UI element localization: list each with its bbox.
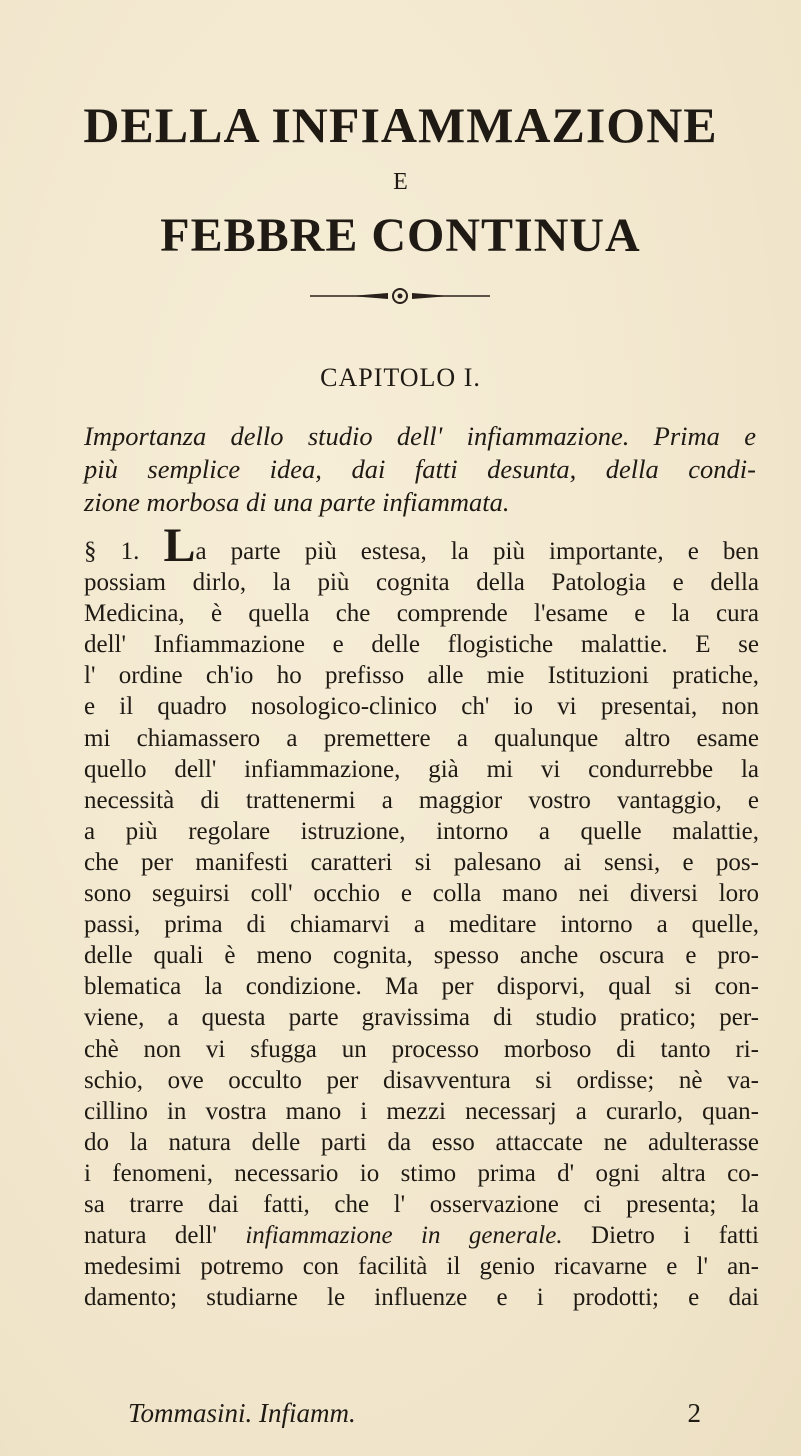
chapter-summary: [84, 420, 756, 519]
signature-mark: 2: [687, 1398, 701, 1428]
text-line: l' ordine ch'io ho prefisso alle mie Istituzioni pratiche,: [84, 662, 759, 690]
summary-line: Importanza dello studio dell' infiammazione. Prima e: [84, 421, 756, 451]
text-line: viene, a questa parte gravissima di studio pratico; per-: [84, 1004, 759, 1032]
text-line: sono seguirsi coll' occhio e colla mano nei diversi loro: [84, 880, 759, 908]
text-line: schio, ove occulto per disavventura si ordisse; nè va-: [84, 1066, 759, 1094]
text-line: delle quali è meno cognita, spesso anche oscura e pro-: [84, 942, 759, 970]
summary-line: zione morbosa di una parte infiammata.: [84, 487, 510, 517]
text-line: possiam dirlo, la più cognita della Patologia e della: [84, 569, 759, 597]
summary-line: più semplice idea, dai fatti desunta, della condi-: [84, 454, 756, 484]
text-line: dell' Infiammazione e delle flogistiche malattie. E se: [84, 631, 759, 659]
text-line: damento; studiarne le influenze e i prodotti; e dai: [84, 1284, 759, 1312]
paragraph-1: [84, 519, 760, 1313]
text-line: passi, prima di chiamarvi a meditare intorno a quelle,: [84, 911, 759, 939]
text-line: chè non vi sfugga un processo morboso di tanto ri-: [84, 1035, 759, 1063]
italic-line-after: Dietro i fatti: [562, 1222, 759, 1250]
text-line: necessità di trattenermi a maggior vostro vantaggio, e: [84, 786, 759, 814]
text-line: medesimi potremo con facilità il genio ricavarne e l' an-: [84, 1253, 759, 1281]
text-line: sa trarre dai fatti, che l' osservazione ci presenta; la: [84, 1190, 759, 1218]
text-line: e il quadro nosologico-clinico ch' io vi presentai, non: [84, 693, 759, 721]
first-line-text: a parte più estesa, la più importante, e ben: [195, 538, 760, 565]
text-line: blematica la condizione. Ma per disporvi, qual si con-: [84, 973, 759, 1001]
section-mark: § 1.: [84, 538, 140, 565]
italic-line-before: natura dell': [84, 1222, 246, 1250]
text-line: a più regolare istruzione, intorno a quelle malattie,: [84, 817, 759, 845]
text-line: quello dell' infiammazione, già mi vi condurrebbe la: [84, 755, 759, 783]
page-footer: [128, 1400, 701, 1427]
running-title: Tommasini. Infiamm.: [128, 1398, 356, 1428]
chapter-heading: CAPITOLO I.: [320, 363, 481, 392]
floral-rule-icon: [310, 286, 490, 306]
text-line: cillino in vostra mano i mezzi necessarj a curarlo, quan-: [84, 1097, 759, 1125]
paragraph-first-line: [84, 519, 760, 572]
title-conjunction: E: [393, 169, 408, 195]
title-main: DELLA INFIAMMAZIONE: [83, 97, 718, 153]
text-line: che per manifesti caratteri si palesano ai sensi, e pos-: [84, 848, 759, 876]
title-sub: FEBBRE CONTINUA: [160, 209, 641, 262]
drop-letter: L: [163, 519, 196, 572]
text-line: do la natura delle parti da esso attaccate ne adulterasse: [84, 1128, 759, 1156]
text-line: i fenomeni, necessario io stimo prima d' ogni altra co-: [84, 1159, 759, 1187]
text-line: Medicina, è quella che comprende l'esame e la cura: [84, 600, 759, 628]
text-line: mi chiamassero a premettere a qualunque altro esame: [84, 724, 759, 752]
italic-phrase: infiammazione in generale.: [245, 1222, 563, 1250]
text-line-with-italic: [84, 1220, 759, 1251]
